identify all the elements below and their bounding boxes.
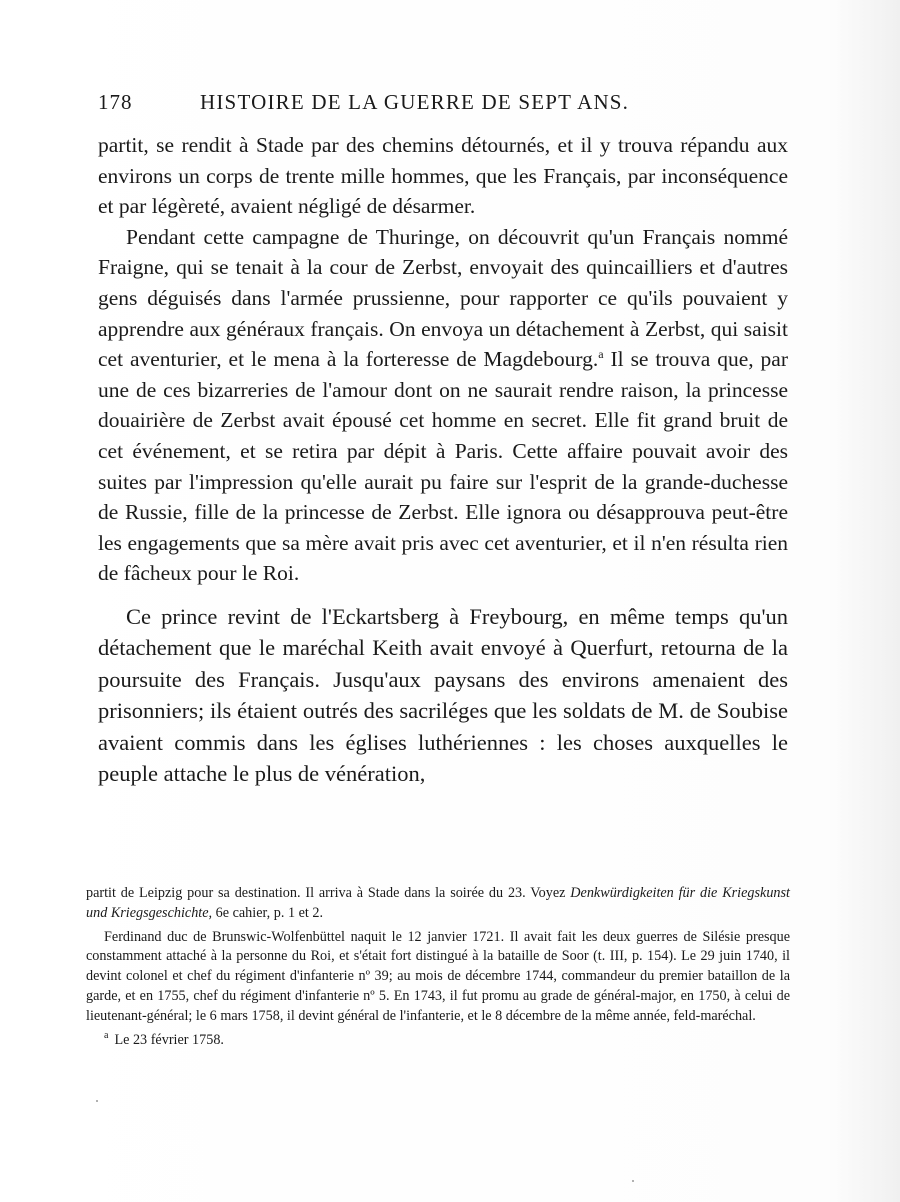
- footnote-reference-a: a: [598, 347, 604, 361]
- footnote-a-marker: a: [104, 1029, 109, 1041]
- footnote-book-title: Denkwürdigkeiten für die Kriegskunst und Kriegsgeschichte,: [86, 885, 790, 921]
- paragraph-3: Ce prince revint de l'Eckartsberg à Freybourg, en même temps qu'un détachement que le maréchal Keith avait envoyé à Querfurt, retourna de la poursuite des Français. Jusqu'aux paysans des environs amenaient des prisonniers; ils étaient outrés des sacriléges que les soldats de M. de Soubise avaient commis dans les églises luthériennes : les choses auxquelles le peuple attache le plus de vénération,: [98, 603, 788, 787]
- page-number: 178: [98, 90, 133, 114]
- footnote-continuation-tail: 6e cahier, p. 1 et 2.: [212, 904, 324, 921]
- scan-speck-2: [96, 1100, 98, 1102]
- footnote-continuation-text: partit de Leipzig pour sa destination. Il arriva à Stade dans la soirée du 23. Voyez: [86, 885, 571, 901]
- running-title: HISTOIRE DE LA GUERRE DE SEPT ANS.: [200, 90, 630, 114]
- footnote-continuation: [86, 884, 790, 924]
- page-header: [98, 90, 788, 122]
- paragraph-2: [98, 222, 788, 589]
- footnotes: [86, 884, 790, 1054]
- footnote-a-text: Le 23 février 1758.: [114, 1031, 224, 1048]
- paragraph-2-text-a: Pendant cette campagne de Thuringe, on découvrit qu'un Français nommé Fraigne, qui se tenait à la cour de Zerbst, envoyait des quincailliers et d'autres gens déguisés dans l'armée prussienne, pour rapporter ce qu'ils pouvaient y apprendre aux généraux français. On envoya un détachement à Zerbst, qui saisit cet aventurier, et le mena à la forteresse de Magdebourg.: [98, 224, 788, 372]
- paragraph-1: partit, se rendit à Stade par des chemins détournés, et il y trouva répandu aux environs un corps de trente mille hommes, que les Français, par inconséquence et par légèreté, avaient négligé de désarmer.: [98, 133, 788, 219]
- main-text: [98, 130, 788, 790]
- footnote-ferdinand: Ferdinand duc de Brunswic-Wolfenbüttel naquit le 12 janvier 1721. Il avait fait les deux guerres de Silésie presque constamment attaché à la personne du Roi, et s'était fort distingué à la bataille de Soor (t. III, p. 154). Le 29 juin 1740, il devint colonel et chef du régiment d'infanterie nº 39; au mois de décembre 1744, commandeur du premier bataillon de la garde, et en 1755, chef du régiment d'infanterie nº 5. En 1743, il fut promu au grade de général-major, en 1750, à celui de lieutenant-général; le 6 mars 1758, il devint général de l'infanterie, et le 8 décembre de la même année, feld-maréchal.: [86, 928, 790, 1024]
- paragraph-2-text-b: Il se trouva que, par une de ces bizarreries de l'amour dont on ne saurait rendre raison, la princesse douairière de Zerbst avait épousé cet homme en secret. Elle fit grand bruit de cet événement, et se retira par dépit à Paris. Cette affaire pouvait avoir des suites par l'impression qu'elle aurait pu faire sur l'esprit de la grande-duchesse de Russie, fille de la princesse de Zerbst. Elle ignora ou désapprouva peut-être les engagements que sa mère avait pris avec cet aventurier, et il n'en résulta rien de fâcheux pour le Roi.: [98, 347, 789, 586]
- scan-speck: [632, 1180, 634, 1182]
- footnote-a: [86, 1031, 790, 1051]
